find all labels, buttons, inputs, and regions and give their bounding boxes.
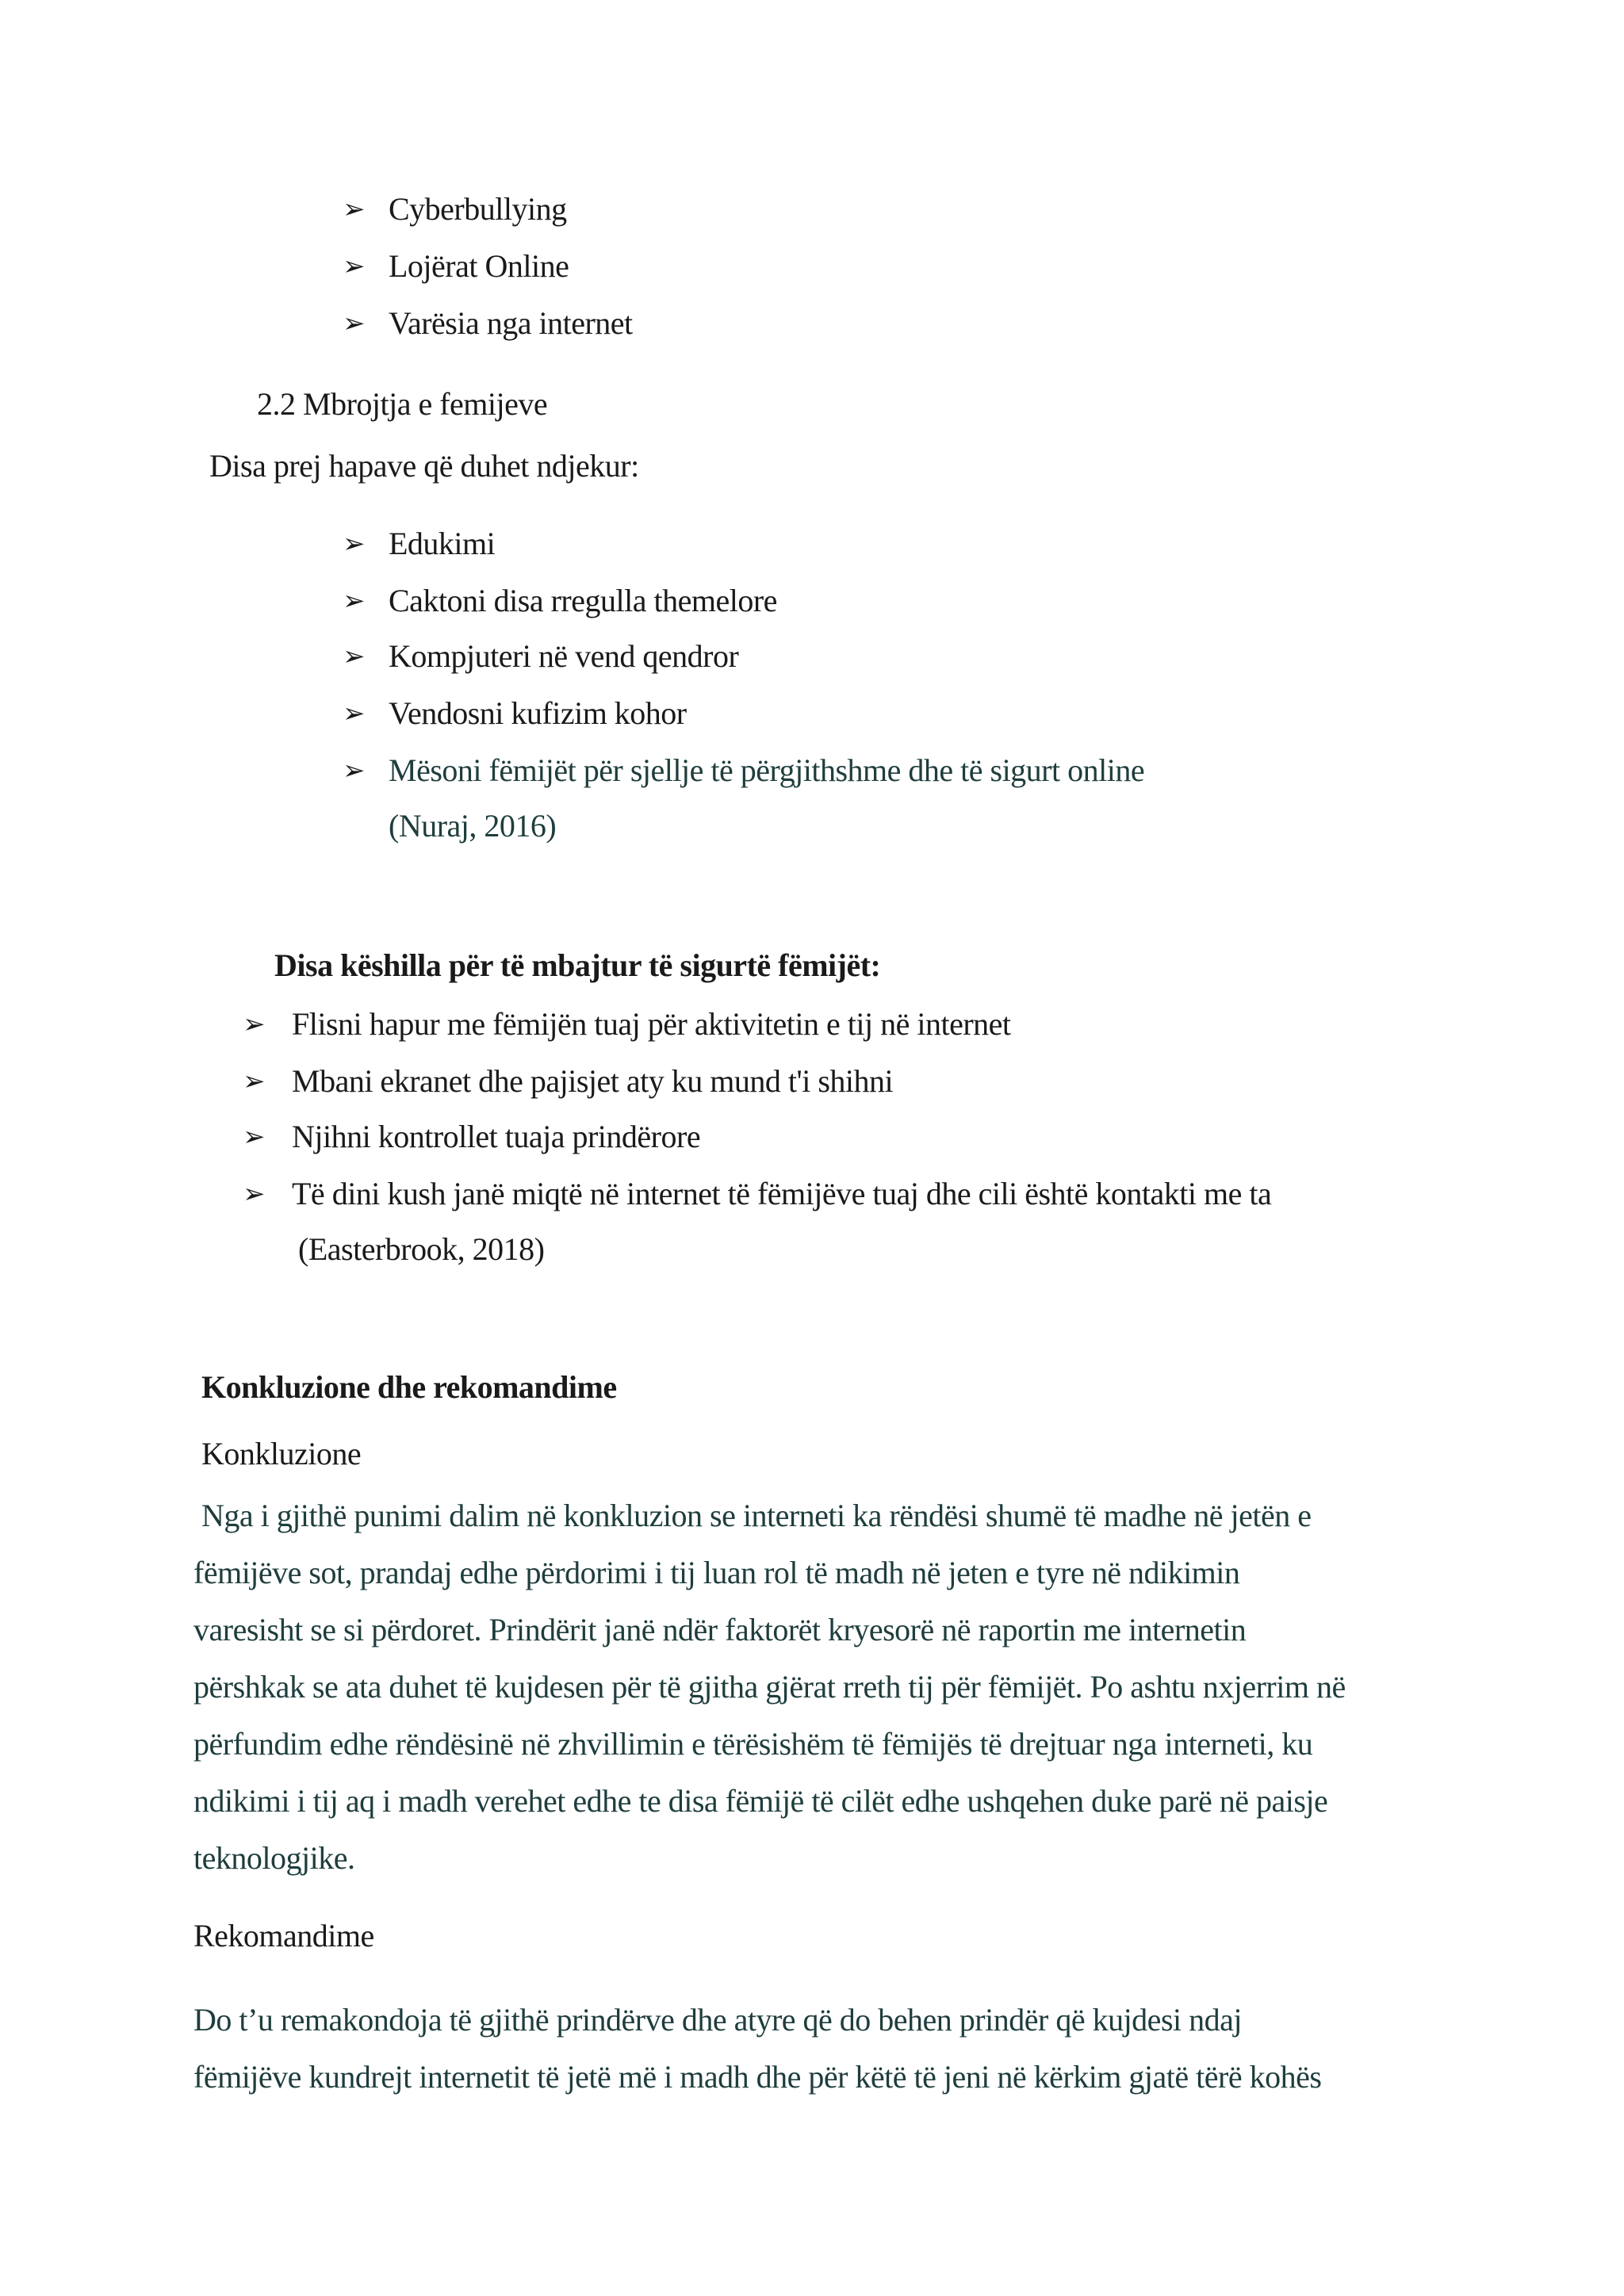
list-item: Lojërat Online bbox=[389, 248, 569, 284]
list-item: Njihni kontrollet tuaja prindërore bbox=[292, 1119, 701, 1154]
list-item: Varësia nga internet bbox=[389, 305, 633, 341]
arrow-bullet-icon: ➢ bbox=[243, 1178, 266, 1210]
arrow-bullet-icon: ➢ bbox=[343, 698, 366, 729]
arrow-bullet-icon: ➢ bbox=[243, 1121, 266, 1153]
arrow-bullet-icon: ➢ bbox=[343, 193, 366, 225]
paragraph-line: përshkak se ata duhet të kujdesen për të gjitha gjërat rreth tij për fëmijët. Po ashtu nxjerrim në bbox=[193, 1669, 1346, 1705]
paragraph-line: Do t’u remakondoja të gjithë prindërve dhe atyre që do behen prindër që kujdesi ndaj bbox=[193, 2002, 1242, 2038]
paragraph-line: ndikimi i tij aq i madh verehet edhe te disa fëmijë të cilët edhe ushqehen duke parë në paisje bbox=[193, 1783, 1328, 1819]
tips-heading: Disa këshilla për të mbajtur të sigurtë fëmijët: bbox=[274, 947, 881, 983]
list-item: Mësoni fëmijët për sjellje të përgjithshme dhe të sigurt online bbox=[389, 752, 1145, 788]
paragraph-line: fëmijëve sot, prandaj edhe përdorimi i tij luan rol të madh në jeten e tyre në ndikimin bbox=[193, 1555, 1240, 1590]
list-item: Të dini kush janë miqtë në internet të fëmijëve tuaj dhe cili është kontakti me ta bbox=[292, 1176, 1272, 1211]
arrow-bullet-icon: ➢ bbox=[343, 308, 366, 339]
paragraph-line: fëmijëve kundrejt internetit të jetë më i madh dhe për këtë të jeni në kërkim gjatë tërë kohës bbox=[193, 2059, 1322, 2095]
citation: (Easterbrook, 2018) bbox=[298, 1231, 545, 1267]
arrow-bullet-icon: ➢ bbox=[343, 585, 366, 617]
list-item: Caktoni disa rregulla themelore bbox=[389, 583, 777, 618]
paragraph-line: varesisht se si përdoret. Prindërit janë ndër faktorët kryesorë në raportin me internetin bbox=[193, 1612, 1247, 1647]
section-heading: 2.2 Mbrojtja e femijeve bbox=[257, 386, 548, 422]
conclusions-heading: Konkluzione dhe rekomandime bbox=[201, 1369, 617, 1405]
list-item: Edukimi bbox=[389, 526, 496, 561]
arrow-bullet-icon: ➢ bbox=[343, 528, 366, 560]
recommendation-subheading: Rekomandime bbox=[193, 1918, 374, 1954]
list-item: Kompjuteri në vend qendror bbox=[389, 638, 739, 674]
conclusion-subheading: Konkluzione bbox=[201, 1436, 362, 1471]
citation: (Nuraj, 2016) bbox=[389, 808, 557, 844]
arrow-bullet-icon: ➢ bbox=[343, 641, 366, 672]
paragraph-line: teknologjike. bbox=[193, 1840, 355, 1876]
intro-line: Disa prej hapave që duhet ndjekur: bbox=[209, 448, 639, 484]
arrow-bullet-icon: ➢ bbox=[243, 1008, 266, 1040]
arrow-bullet-icon: ➢ bbox=[343, 755, 366, 786]
arrow-bullet-icon: ➢ bbox=[243, 1066, 266, 1097]
paragraph-line: Nga i gjithë punimi dalim në konkluzion se interneti ka rëndësi shumë të madhe në jetën e bbox=[201, 1498, 1312, 1533]
arrow-bullet-icon: ➢ bbox=[343, 251, 366, 282]
list-item: Vendosni kufizim kohor bbox=[389, 695, 687, 731]
list-item: Cyberbullying bbox=[389, 191, 567, 227]
list-item: Mbani ekranet dhe pajisjet aty ku mund t'i shihni bbox=[292, 1063, 894, 1099]
list-item: Flisni hapur me fëmijën tuaj për aktivitetin e tij në internet bbox=[292, 1006, 1011, 1042]
paragraph-line: përfundim edhe rëndësinë në zhvillimin e tërësishëm të fëmijës të drejtuar nga interneti, ku bbox=[193, 1726, 1313, 1762]
